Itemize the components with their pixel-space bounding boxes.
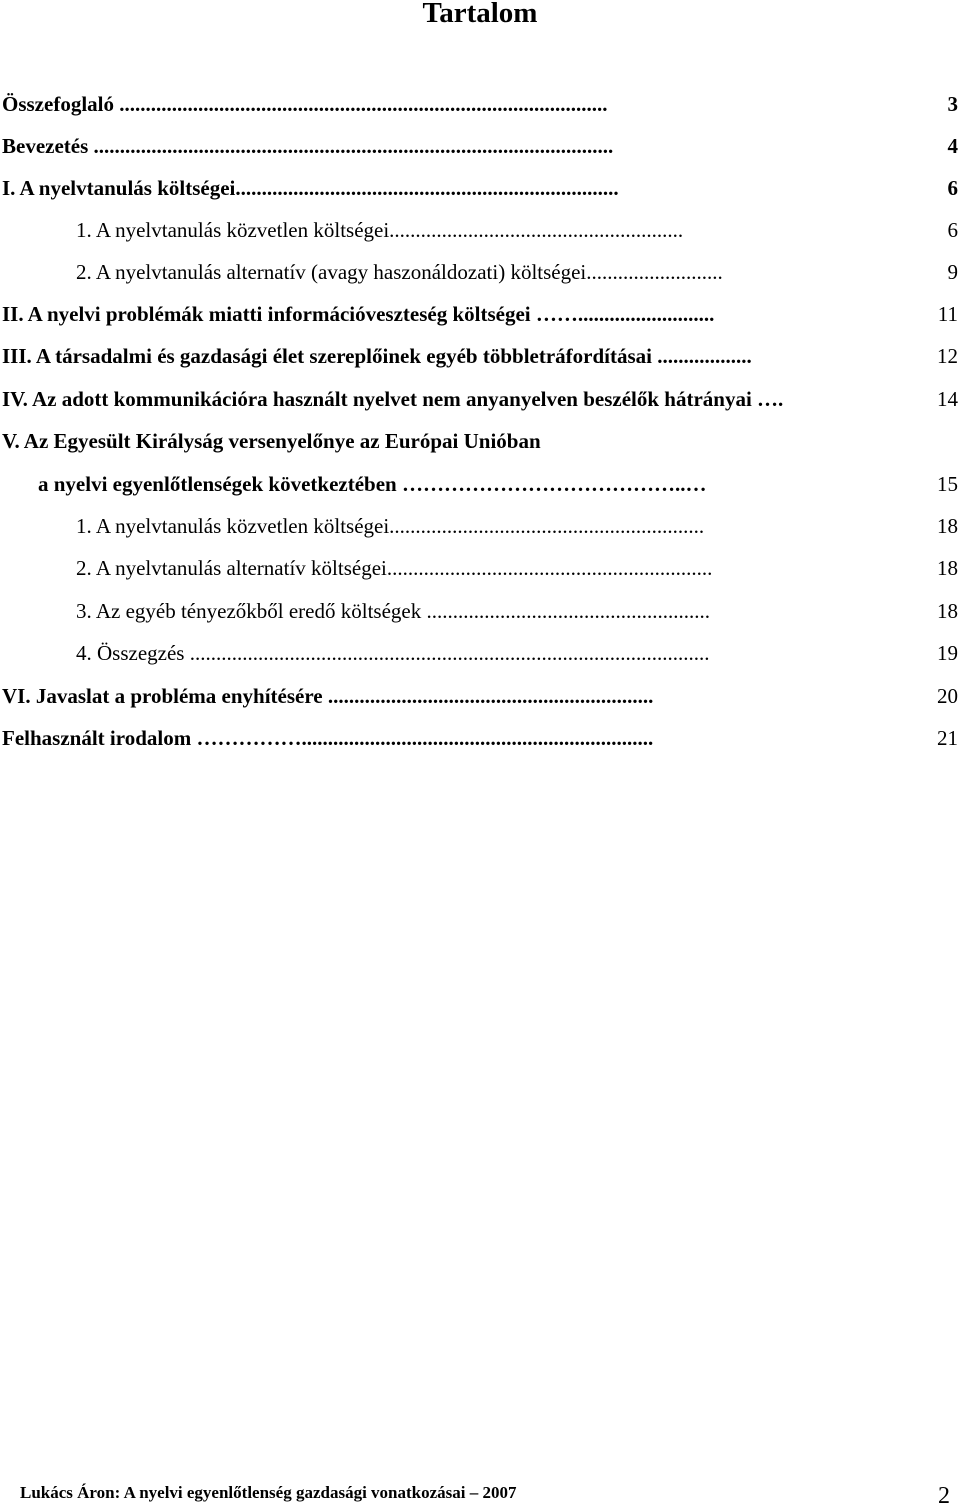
- toc-entry-label: 2. A nyelvtanulás alternatív költségei..............................................................: [76, 556, 713, 580]
- toc-entry: [0, 426, 960, 456]
- toc-entry: [0, 299, 960, 329]
- toc-entry-page: 19: [937, 641, 958, 665]
- page-footer: Lukács Áron: A nyelvi egyenlőtlenség gazdasági vonatkozásai – 2007: [20, 1483, 517, 1502]
- toc-entry-page: 9: [947, 260, 958, 284]
- toc-entry-page: 3: [947, 92, 958, 116]
- toc-entry-label: a nyelvi egyenlőtlenségek következtében …………………………………..…: [38, 472, 707, 496]
- toc-entry-page: 21: [937, 726, 958, 750]
- toc-entry-page: 4: [947, 134, 958, 158]
- toc-entry: [0, 469, 960, 499]
- toc-entry: [0, 681, 960, 711]
- toc-entry-label: V. Az Egyesült Királyság versenyelőnye az Európai Unióban: [2, 429, 541, 453]
- toc-entry: [0, 596, 960, 626]
- toc-entry-page: 15: [937, 472, 958, 496]
- toc-entry-page: 11: [937, 302, 958, 326]
- toc-entry-page: 18: [937, 599, 958, 623]
- toc-entry-label: Összefoglaló .............................................................................................: [2, 92, 608, 116]
- toc-entry-label: 1. A nyelvtanulás közvetlen költségei............................................................: [76, 514, 705, 538]
- page-title: Tartalom: [422, 0, 538, 29]
- toc-entry-page: 6: [947, 176, 958, 200]
- toc-entry-page: 18: [937, 514, 958, 538]
- toc-entry-label: 1. A nyelvtanulás közvetlen költségei........................................................: [76, 218, 684, 242]
- toc-entry-label: II. A nyelvi problémák miatti információveszteség költségei ……..........................: [2, 302, 715, 326]
- toc-entry-label: VI. Javaslat a probléma enyhítésére ..............................................................: [2, 684, 654, 708]
- toc-entry-label: I. A nyelvtanulás költségei.........................................................................: [2, 176, 619, 200]
- toc-entry: [0, 553, 960, 583]
- toc-entry-page: 18: [937, 556, 958, 580]
- toc-entry: [0, 511, 960, 541]
- toc-entry-label: 2. A nyelvtanulás alternatív (avagy haszonáldozati) költségei..........................: [76, 260, 723, 284]
- toc-entry: [0, 384, 960, 414]
- toc-entry-label: Bevezetés ...................................................................................................: [2, 134, 614, 158]
- toc-entry-label: Felhasznált irodalom ……………...................................................................: [2, 726, 654, 750]
- toc-entry-label: 3. Az egyéb tényezőkből eredő költségek ......................................................: [76, 599, 710, 623]
- toc-entry-page: 6: [947, 218, 958, 242]
- toc-entry: [0, 341, 960, 371]
- toc-entry-label: IV. Az adott kommunikációra használt nyelvet nem anyanyelven beszélők hátrányai ….: [2, 387, 784, 411]
- toc-entry: [0, 638, 960, 668]
- toc-entry-label: III. A társadalmi és gazdasági élet szereplőinek egyéb többletráfordításai ..................: [2, 344, 752, 368]
- page-number: 2: [938, 1483, 950, 1509]
- toc-entry-page: 14: [937, 387, 958, 411]
- toc-entry: [0, 131, 960, 161]
- toc-entry: [0, 723, 960, 753]
- toc-entry-page: 12: [937, 344, 958, 368]
- toc-entry-label: 4. Összegzés ...................................................................................................: [76, 641, 710, 665]
- toc-entry: [0, 215, 960, 245]
- toc-entry: [0, 89, 960, 119]
- toc-entry: [0, 257, 960, 287]
- toc-entry: [0, 173, 960, 203]
- toc-entry-page: 20: [937, 684, 958, 708]
